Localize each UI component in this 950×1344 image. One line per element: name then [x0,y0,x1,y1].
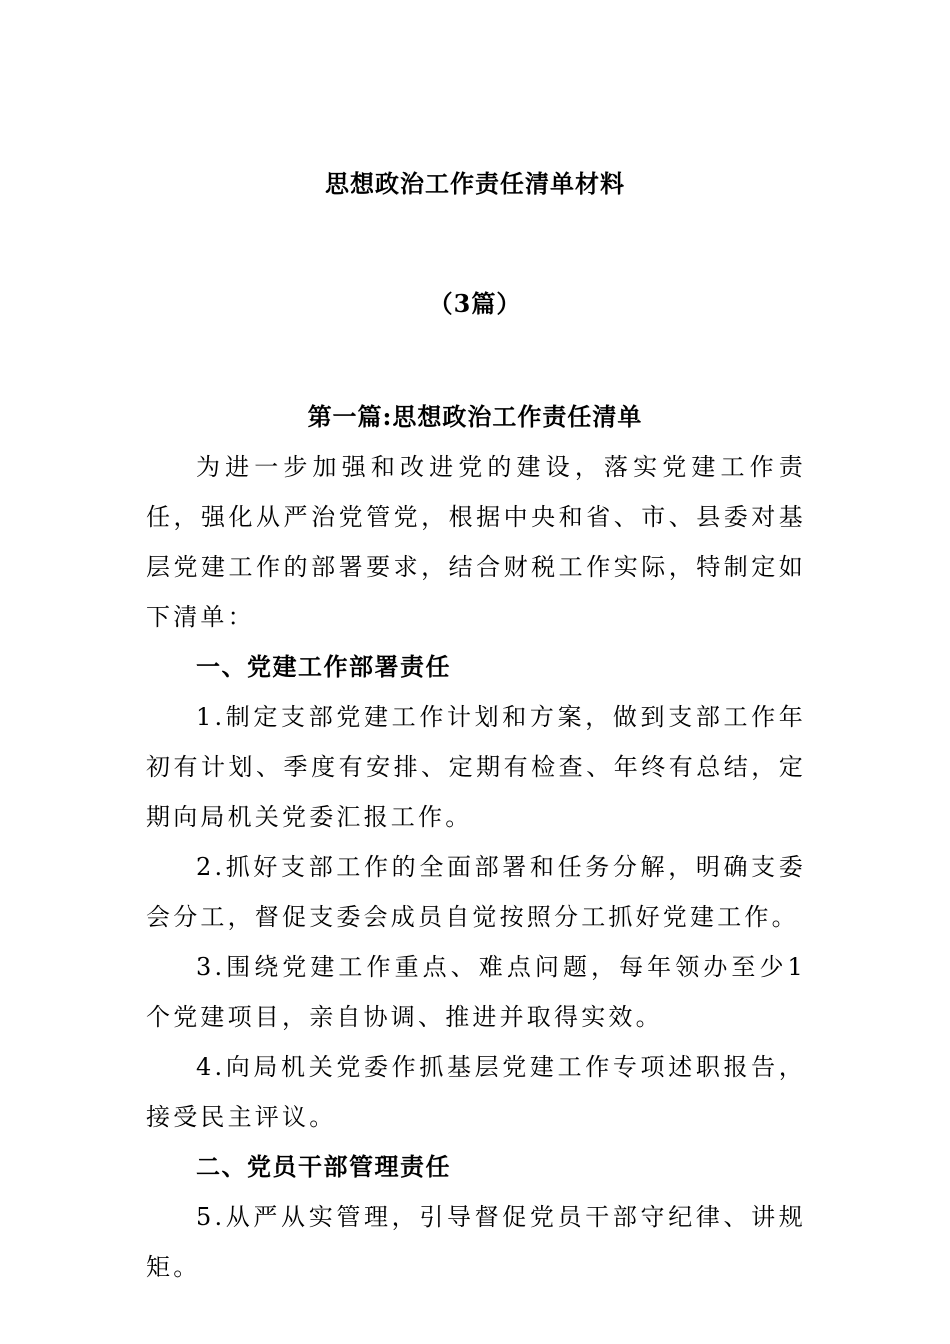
list-item: 5.从严从实管理，引导督促党员干部守纪律、讲规矩。 [146,1203,806,1281]
heading-deployment: 一、党建工作部署责任 [196,652,451,681]
document-body [146,442,806,1292]
intro-paragraph: 为进一步加强和改进党的建设，落实党建工作责任，强化从严治党管党，根据中央和省、市、县委对基层党建工作的部署要求，结合财税工作实际，特制定如下清单： [146,453,806,631]
list-item: 4.向局机关党委作抓基层党建工作专项述职报告，接受民主评议。 [146,1053,806,1131]
heading-cadre-management: 二、党员干部管理责任 [196,1152,451,1181]
section-title: 第一篇:思想政治工作责任清单 [307,402,643,431]
list-item: 1.制定支部党建工作计划和方案，做到支部工作年初有计划、季度有安排、定期有检查、年终有总结，定期向局机关党委汇报工作。 [146,703,806,831]
list-item: 3.围绕党建工作重点、难点问题，每年领办至少1个党建项目，亲自协调、推进并取得实效。 [146,953,806,1031]
document-title: 思想政治工作责任清单材料 [325,169,625,198]
list-item: 2.抓好支部工作的全面部署和任务分解，明确支委会分工，督促支委会成员自觉按照分工抓好党建工作。 [146,853,806,931]
document-count: （3篇） [428,289,522,318]
